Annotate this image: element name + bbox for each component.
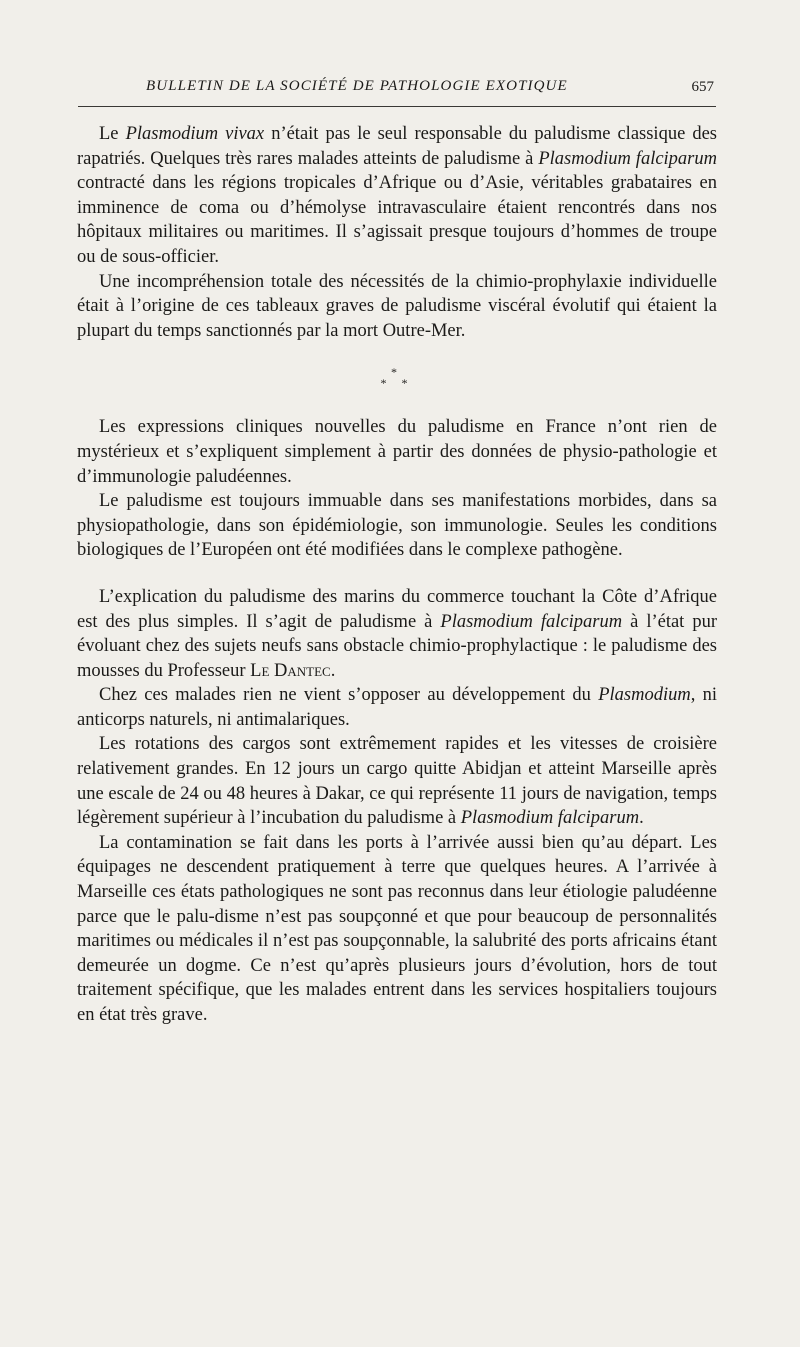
paragraph-8: La contamination se fait dans les ports à l’arrivée aussi bien qu’au départ. Les équipages ne descendent pratiquement à terre que quelques heures. A l’arrivée à Marseille ces états pathologiques ne sont pas reconnus dans leur étiologie paludéenne parce que le palu-disme n’est pas soupçonné et que pour beaucoup de personnalités maritimes ou médicales il n’est pas soupçonnable, la salubrité des ports africains étant demeurée un dogme. Ce n’est qu’après plusieurs jours d’évolution, hors de tout traitement spécifique, que les malades entrent dans les services hospitaliers toujours en état très grave. bbox=[77, 832, 717, 1025]
paragraph-4: Le paludisme est toujours immuable dans ses manifestations morbides, dans sa physiopathologie, dans son épidémiologie, son immunologie. Seules les conditions biologiques de l’Européen ont été modifiées dans le complexe pathogène. bbox=[77, 491, 717, 561]
page-number: 657 bbox=[691, 79, 714, 95]
species-name: Plasmodium falciparum bbox=[440, 611, 623, 632]
running-title: BULLETIN DE LA SOCIÉTÉ DE PATHOLOGIE EXOTIQUE bbox=[146, 78, 568, 94]
paragraph-3: Les expressions cliniques nouvelles du paludisme en France n’ont rien de mystérieux et s’expliquent simplement à partir des données de physio-pathologie et d’immunologie paludéennes. bbox=[77, 417, 717, 487]
header-rule bbox=[78, 106, 716, 107]
author-name: Le Dantec bbox=[250, 660, 331, 681]
separator-star-top: * bbox=[391, 365, 403, 380]
species-name: Plasmodium falciparum bbox=[538, 148, 717, 169]
paragraph-5: L’explication du paludisme des marins du commerce touchant la Côte d’Afrique est des plus simples. Il s’agit de paludisme à Plasmodium falciparum à l’état pur évoluant chez des sujets neufs sans obstacle chimio-prophylactique : le paludisme des mousses du Professeur Le Dantec. bbox=[77, 586, 717, 681]
paragraph-1: Le Plasmodium vivax n’était pas le seul responsable du paludisme classique des rapatriés. Quelques très rares malades atteints de paludisme à Plasmodium falciparum contracté dans les régions tropicales d’Afrique ou d’Asie, véritables grabataires en imminence de coma ou d’hémolyse intravasculaire étaient rencontrés dans nos hôpitaux militaires ou maritimes. Il s’agissait presque toujours d’hommes de troupe ou de sous-officier. bbox=[77, 124, 717, 267]
paragraph-2: Une incompréhension totale des nécessités de la chimio-prophylaxie individuelle était à l’origine de ces tableaux graves de paludisme viscéral évolutif qui étaient la plupart du temps sanctionnés par la mort Outre-Mer. bbox=[77, 271, 717, 341]
paragraph-7: Les rotations des cargos sont extrêmement rapides et les vitesses de croisière relativement grandes. En 12 jours un cargo quitte Abidjan et atteint Marseille après une escale de 24 ou 48 heures à Dakar, ce qui représente 11 jours de navigation, temps légèrement supérieur à l’incubation du paludisme à Plasmodium falciparum. bbox=[77, 734, 717, 829]
species-name: Plasmodium vivax bbox=[125, 124, 265, 144]
page-header bbox=[78, 76, 716, 104]
species-name: Plasmodium bbox=[598, 685, 691, 706]
separator-stars-bottom: * * bbox=[380, 376, 414, 391]
section-separator bbox=[77, 367, 717, 389]
article-body bbox=[77, 122, 717, 1028]
paragraph-6: Chez ces malades rien ne vient s’opposer au développement du Plasmodium, ni anticorps naturels, ni antimalariques. bbox=[77, 685, 718, 730]
species-name: Plasmodium falciparum bbox=[460, 808, 640, 829]
